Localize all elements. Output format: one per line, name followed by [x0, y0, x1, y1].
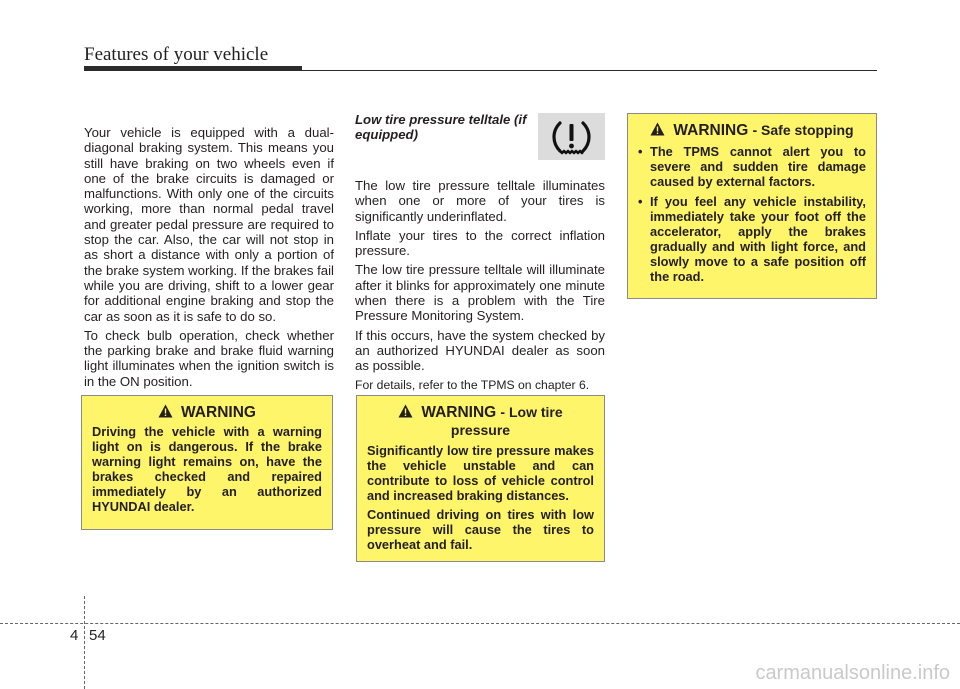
paragraph: The low tire pressure telltale illuminates when one or more of your tires is significantly underinflated.: [355, 178, 605, 224]
warning-box-brake-light: [81, 395, 333, 530]
low-tire-pressure-text: [355, 178, 605, 397]
warning-triangle-icon: [398, 404, 413, 422]
tire-pressure-warning-icon: [538, 113, 605, 160]
warning-box-low-tire-pressure: [356, 395, 605, 562]
paragraph: For details, refer to the TPMS on chapter 6.: [355, 377, 590, 392]
list-item: • If you feel any vehicle instability, immediately take your foot off the accelerator, apply the brakes gradually and with light force, and slowly move to a safe position off the road.: [638, 194, 866, 284]
paragraph: The low tire pressure telltale will illuminate after it blinks for approximately one minute when there is a problem with the Tire Pressure Monitoring System.: [355, 262, 605, 324]
section-heading-low-tire-pressure: Low tire pressure telltale (if equipped): [355, 112, 527, 142]
braking-system-text: [84, 125, 334, 393]
warning-subtitle: - Low tire pressure: [450, 404, 563, 438]
list-item: • The TPMS cannot alert you to severe and sudden tire damage caused by external factors.: [638, 144, 866, 189]
warning-heading: [638, 122, 866, 140]
paragraph: If this occurs, have the system checked by an authorized HYUNDAI dealer as soon as possible.: [355, 327, 605, 374]
warning-text: Significantly low tire pressure makes the vehicle unstable and can contribute to loss of vehicle control and increased braking distances.: [367, 443, 594, 503]
warning-text: Driving the vehicle with a warning light on is dangerous. If the brake warning light remains on, have the brakes checked and repaired immediately by an authorized HYUNDAI dealer.: [92, 424, 322, 514]
warning-triangle-icon: [158, 404, 173, 422]
warning-subtitle: - Safe stopping: [752, 122, 854, 138]
page-header-title: Features of your vehicle: [84, 44, 269, 65]
watermark: carmanualsonline.info: [755, 662, 950, 684]
warning-word: WARNING: [181, 404, 256, 421]
paragraph: Inflate your tires to the correct inflation pressure.: [355, 227, 605, 259]
warning-triangle-icon: [650, 122, 665, 140]
paragraph: Your vehicle is equipped with a dual-diagonal braking system. This means you still have braking on two wheels even if one of the brake circuits is damaged or malfunctions. With only one of the circuits working, more than normal pedal travel and greater pedal pressure are required to stop the car. Also, the car will not stop in as short a distance with only a portion of the brake system working. If the brakes fail while you are driving, shift to a lower gear for additional engine braking and stop the car as soon as it is safe to do so.: [84, 125, 334, 324]
warning-word: WARNING: [673, 122, 749, 139]
warning-heading: [367, 404, 594, 439]
warning-box-safe-stopping: [627, 113, 877, 299]
warning-text: Continued driving on tires with low pressure will cause the tires to overheat and fail.: [367, 507, 594, 552]
warning-heading: [92, 404, 322, 422]
page-number: 54: [89, 627, 106, 644]
warning-word: WARNING: [421, 404, 497, 421]
paragraph: To check bulb operation, check whether the parking brake and brake fluid warning light illuminates when the ignition switch is in the ON position.: [84, 327, 334, 389]
footer-rule: [0, 623, 960, 624]
warning-bullets: [638, 144, 866, 284]
chapter-number: 4: [70, 627, 79, 644]
header-rule-thin: [84, 70, 877, 71]
footer-divider: [84, 596, 85, 689]
